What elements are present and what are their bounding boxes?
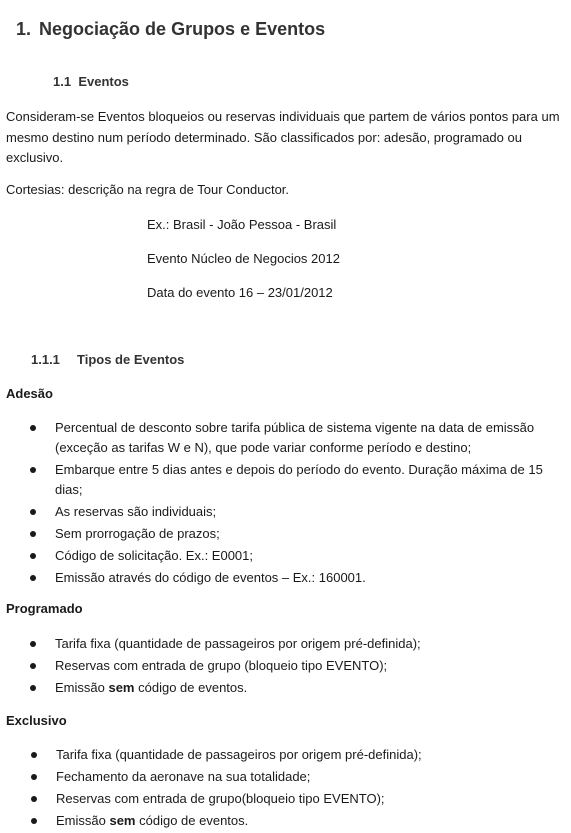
bullet-icon — [31, 774, 37, 780]
list-item-text: Reservas com entrada de grupo(bloqueio tipo EVENTO); — [56, 791, 385, 806]
heading-number: 1. — [16, 19, 32, 39]
exclusivo-list — [31, 745, 566, 833]
list-item-text: Percentual de desconto sobre tarifa pública de sistema vigente na data de emissão (exceção as tarifas W e N), que pode variar conforme período e destino; — [55, 420, 535, 455]
list-item — [30, 524, 565, 544]
bullet-icon — [30, 641, 36, 647]
subsection-heading-tipos — [31, 352, 184, 367]
list-item-text: Emissão através do código de eventos – Ex.: 160001. — [55, 570, 366, 585]
list-item — [31, 811, 566, 831]
intro-paragraph: Consideram-se Eventos bloqueios ou reservas individuais que partem de vários pontos para um mesmo destino num período determinado. São classificados por: adesão, programado ou exclusivo. — [6, 109, 560, 165]
bullet-icon — [31, 752, 37, 758]
list-item-text-bold: sem — [108, 680, 135, 695]
list-item — [30, 656, 565, 676]
adesao-list — [30, 418, 565, 590]
section-number: 1.1 — [53, 74, 72, 89]
bullet-icon — [30, 531, 36, 537]
programado-list — [30, 634, 565, 700]
list-item — [30, 634, 565, 654]
list-item — [30, 678, 565, 698]
list-item-text-post: código de eventos. — [135, 813, 249, 828]
list-item-text-pre: Emissão — [55, 680, 109, 695]
bullet-icon — [30, 425, 36, 431]
list-item-text: Embarque entre 5 dias antes e depois do período do evento. Duração máxima de 15 dias; — [55, 462, 543, 497]
heading-title: Negociação de Grupos e Eventos — [39, 19, 326, 39]
list-item — [30, 418, 565, 458]
list-item-text: Sem prorrogação de prazos; — [55, 526, 220, 541]
list-item — [31, 767, 566, 787]
exclusivo-heading: Exclusivo — [6, 713, 67, 728]
list-item-text: As reservas são individuais; — [55, 504, 217, 519]
bullet-icon — [30, 663, 36, 669]
list-item — [31, 745, 566, 765]
list-item-text-pre: Emissão — [56, 813, 110, 828]
list-item-text-post: código de eventos. — [134, 680, 248, 695]
bullet-icon — [30, 575, 36, 581]
example-line-2: Evento Núcleo de Negocios 2012 — [147, 251, 340, 266]
bullet-icon — [30, 467, 36, 473]
programado-heading: Programado — [6, 601, 83, 616]
bullet-icon — [31, 818, 37, 824]
list-item-text-bold: sem — [109, 813, 136, 828]
adesao-heading: Adesão — [6, 386, 53, 401]
list-item — [31, 789, 566, 809]
subsection-number: 1.1.1 — [31, 352, 60, 367]
list-item-text: Fechamento da aeronave na sua totalidade; — [56, 769, 311, 784]
document-title — [16, 19, 325, 40]
list-item-text: Reservas com entrada de grupo (bloqueio tipo EVENTO); — [55, 658, 388, 673]
example-line-3: Data do evento 16 – 23/01/2012 — [147, 285, 333, 300]
list-item-text: Código de solicitação. Ex.: E0001; — [55, 548, 254, 563]
list-item-text: Tarifa fixa (quantidade de passageiros por origem pré-definida); — [56, 747, 422, 762]
bullet-icon — [30, 553, 36, 559]
section-title: Eventos — [78, 74, 129, 89]
subsection-title: Tipos de Eventos — [77, 352, 185, 367]
cortesias-paragraph: Cortesias: descrição na regra de Tour Conductor. — [6, 182, 290, 197]
bullet-icon — [30, 509, 36, 515]
section-heading-eventos — [53, 74, 129, 89]
list-item — [30, 568, 565, 588]
bullet-icon — [30, 685, 36, 691]
example-line-1: Ex.: Brasil - João Pessoa - Brasil — [147, 217, 337, 232]
bullet-icon — [31, 796, 37, 802]
list-item — [30, 460, 565, 500]
list-item-text: Tarifa fixa (quantidade de passageiros por origem pré-definida); — [55, 636, 421, 651]
list-item — [30, 502, 565, 522]
list-item — [30, 546, 565, 566]
